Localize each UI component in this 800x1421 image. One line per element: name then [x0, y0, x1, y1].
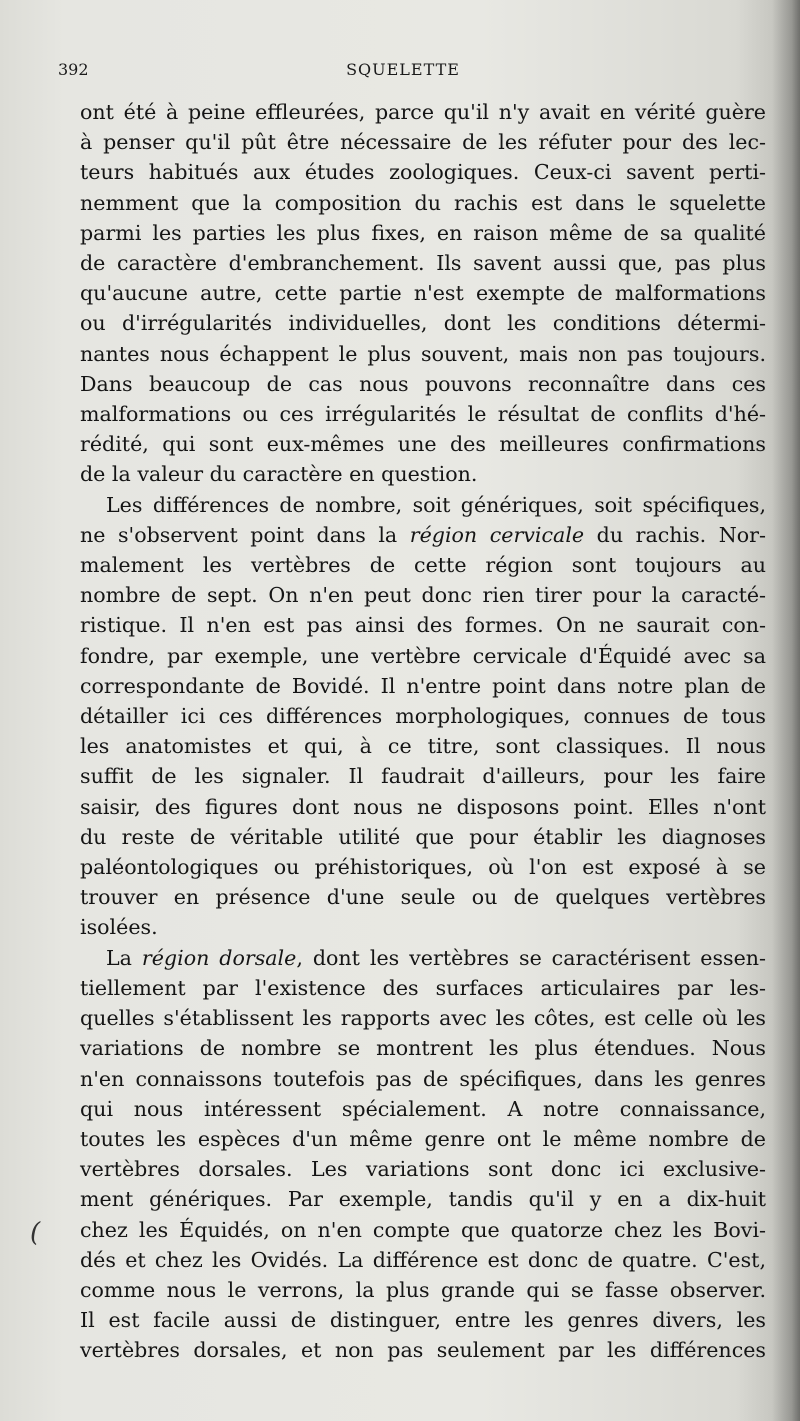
line-text: saisir, des figures dont nous ne disposons point. Elles n'ont [80, 794, 766, 819]
text-line [80, 1245, 766, 1275]
text-line [80, 157, 766, 187]
line-text: tiellement par l'existence des surfaces articulaires par les- [80, 975, 766, 1000]
line-text: dés et chez les Ovidés. La différence est donc de quatre. C'est, [80, 1247, 766, 1272]
running-title: SQUELETTE [346, 60, 460, 79]
text-line [80, 1275, 766, 1305]
text-line [80, 1305, 766, 1335]
line-text: les anatomistes et qui, à ce titre, sont classiques. Il nous [80, 734, 766, 759]
italic-term: région dorsale [141, 945, 297, 970]
text-line [80, 882, 766, 912]
text-line [80, 1154, 766, 1184]
text-line [80, 399, 766, 429]
line-text: malement les vertèbres de cette région sont toujours au [80, 553, 766, 578]
line-text: teurs habitués aux études zoologiques. Ceux-ci savent perti- [80, 160, 766, 185]
text-line [80, 701, 766, 731]
line-text: vertèbres dorsales, et non pas seulement par les différences [80, 1338, 766, 1363]
italic-term: région cervicale [409, 522, 585, 547]
line-text: paléontologiques ou préhistoriques, où l'on est exposé à se [80, 855, 766, 880]
text-line [80, 973, 766, 1003]
line-text: de caractère d'embranchement. Ils savent aussi que, pas plus [80, 251, 766, 276]
line-text: quelles s'établissent les rapports avec les côtes, est celle où les [80, 1006, 766, 1031]
text-line [80, 1064, 766, 1094]
page-number: 392 [58, 60, 89, 79]
text-line [80, 792, 766, 822]
text-line [80, 1003, 766, 1033]
line-text-after: du rachis. Nor- [584, 522, 766, 547]
page-header [58, 60, 748, 86]
text-line [80, 188, 766, 218]
text-line [80, 97, 766, 127]
line-text: Dans beaucoup de cas nous pouvons reconnaître dans ces [80, 371, 766, 396]
margin-mark: ( [30, 1218, 41, 1248]
text-line [80, 490, 766, 520]
line-text: isolées. [80, 915, 158, 940]
text-line [80, 943, 766, 973]
text-line [80, 671, 766, 701]
text-line [80, 610, 766, 640]
line-text: comme nous le verrons, la plus grande qui se fasse observer. [80, 1277, 766, 1302]
text-line [80, 1094, 766, 1124]
line-text: nemment que la composition du rachis est dans le squelette [80, 190, 766, 215]
line-text: Il est facile aussi de distinguer, entre les genres divers, les [80, 1308, 766, 1333]
line-text: ou d'irrégularités individuelles, dont les conditions détermi- [80, 311, 766, 336]
text-line [80, 1184, 766, 1214]
line-text: nombre de sept. On n'en peut donc rien tirer pour la caracté- [80, 583, 766, 608]
text-line [80, 218, 766, 248]
text-line [80, 459, 766, 489]
text-line [80, 308, 766, 338]
text-line [80, 1215, 766, 1245]
line-text-after: , dont les vertèbres se caractérisent essen- [296, 945, 767, 970]
text-line [80, 369, 766, 399]
line-text: ristique. Il n'en est pas ainsi des formes. On ne saurait con- [80, 613, 766, 638]
text-line [80, 912, 766, 942]
line-text: vertèbres dorsales. Les variations sont donc ici exclusive- [80, 1157, 766, 1182]
line-text: chez les Équidés, on n'en compte que quatorze chez les Bovi- [80, 1217, 766, 1242]
text-line [80, 248, 766, 278]
text-line [80, 1124, 766, 1154]
line-text: détailler ici ces différences morphologiques, connues de tous [80, 704, 766, 729]
text-line [80, 429, 766, 459]
line-text: à penser qu'il pût être nécessaire de les réfuter pour des lec- [80, 130, 766, 155]
line-text: suffit de les signaler. Il faudrait d'ailleurs, pour les faire [80, 764, 766, 789]
line-text: correspondante de Bovidé. Il n'entre point dans notre plan de [80, 673, 766, 698]
text-line [80, 127, 766, 157]
line-text: Les différences de nombre, soit génériques, soit spécifiques, [106, 492, 766, 517]
text-line [80, 550, 766, 580]
text-line [80, 1033, 766, 1063]
line-text: du reste de véritable utilité que pour établir les diagnoses [80, 824, 766, 849]
line-text: nantes nous échappent le plus souvent, mais non pas toujours. [80, 341, 766, 366]
page-gutter-shadow [772, 0, 800, 1421]
line-text: n'en connaissons toutefois pas de spécifiques, dans les genres [80, 1066, 766, 1091]
line-text: malformations ou ces irrégularités le résultat de conflits d'hé- [80, 402, 766, 427]
text-line [80, 852, 766, 882]
text-line [80, 731, 766, 761]
text-line [80, 1335, 766, 1365]
line-text: parmi les parties les plus fixes, en raison même de sa qualité [80, 220, 766, 245]
line-text: rédité, qui sont eux-mêmes une des meilleures confirmations [80, 432, 766, 457]
line-text: ment génériques. Par exemple, tandis qu'il y en a dix-huit [80, 1187, 766, 1212]
text-line [80, 520, 766, 550]
text-line [80, 822, 766, 852]
text-line [80, 278, 766, 308]
text-line [80, 580, 766, 610]
line-text: variations de nombre se montrent les plus étendues. Nous [80, 1036, 766, 1061]
line-text: ont été à peine effleurées, parce qu'il n'y avait en vérité guère [80, 100, 766, 124]
line-text: toutes les espèces d'un même genre ont le même nombre de [80, 1126, 766, 1151]
line-text: qu'aucune autre, cette partie n'est exempte de malformations [80, 281, 766, 306]
line-text-before: La [106, 945, 142, 970]
line-text-before: ne s'observent point dans la [80, 522, 410, 547]
text-line [80, 761, 766, 791]
line-text: fondre, par exemple, une vertèbre cervicale d'Équidé avec sa [80, 643, 766, 668]
line-text: trouver en présence d'une seule ou de quelques vertèbres [80, 885, 766, 910]
body-text [80, 97, 766, 1366]
line-text: de la valeur du caractère en question. [80, 462, 478, 487]
text-line [80, 339, 766, 369]
text-line [80, 641, 766, 671]
line-text: qui nous intéressent spécialement. A notre connaissance, [80, 1096, 766, 1121]
